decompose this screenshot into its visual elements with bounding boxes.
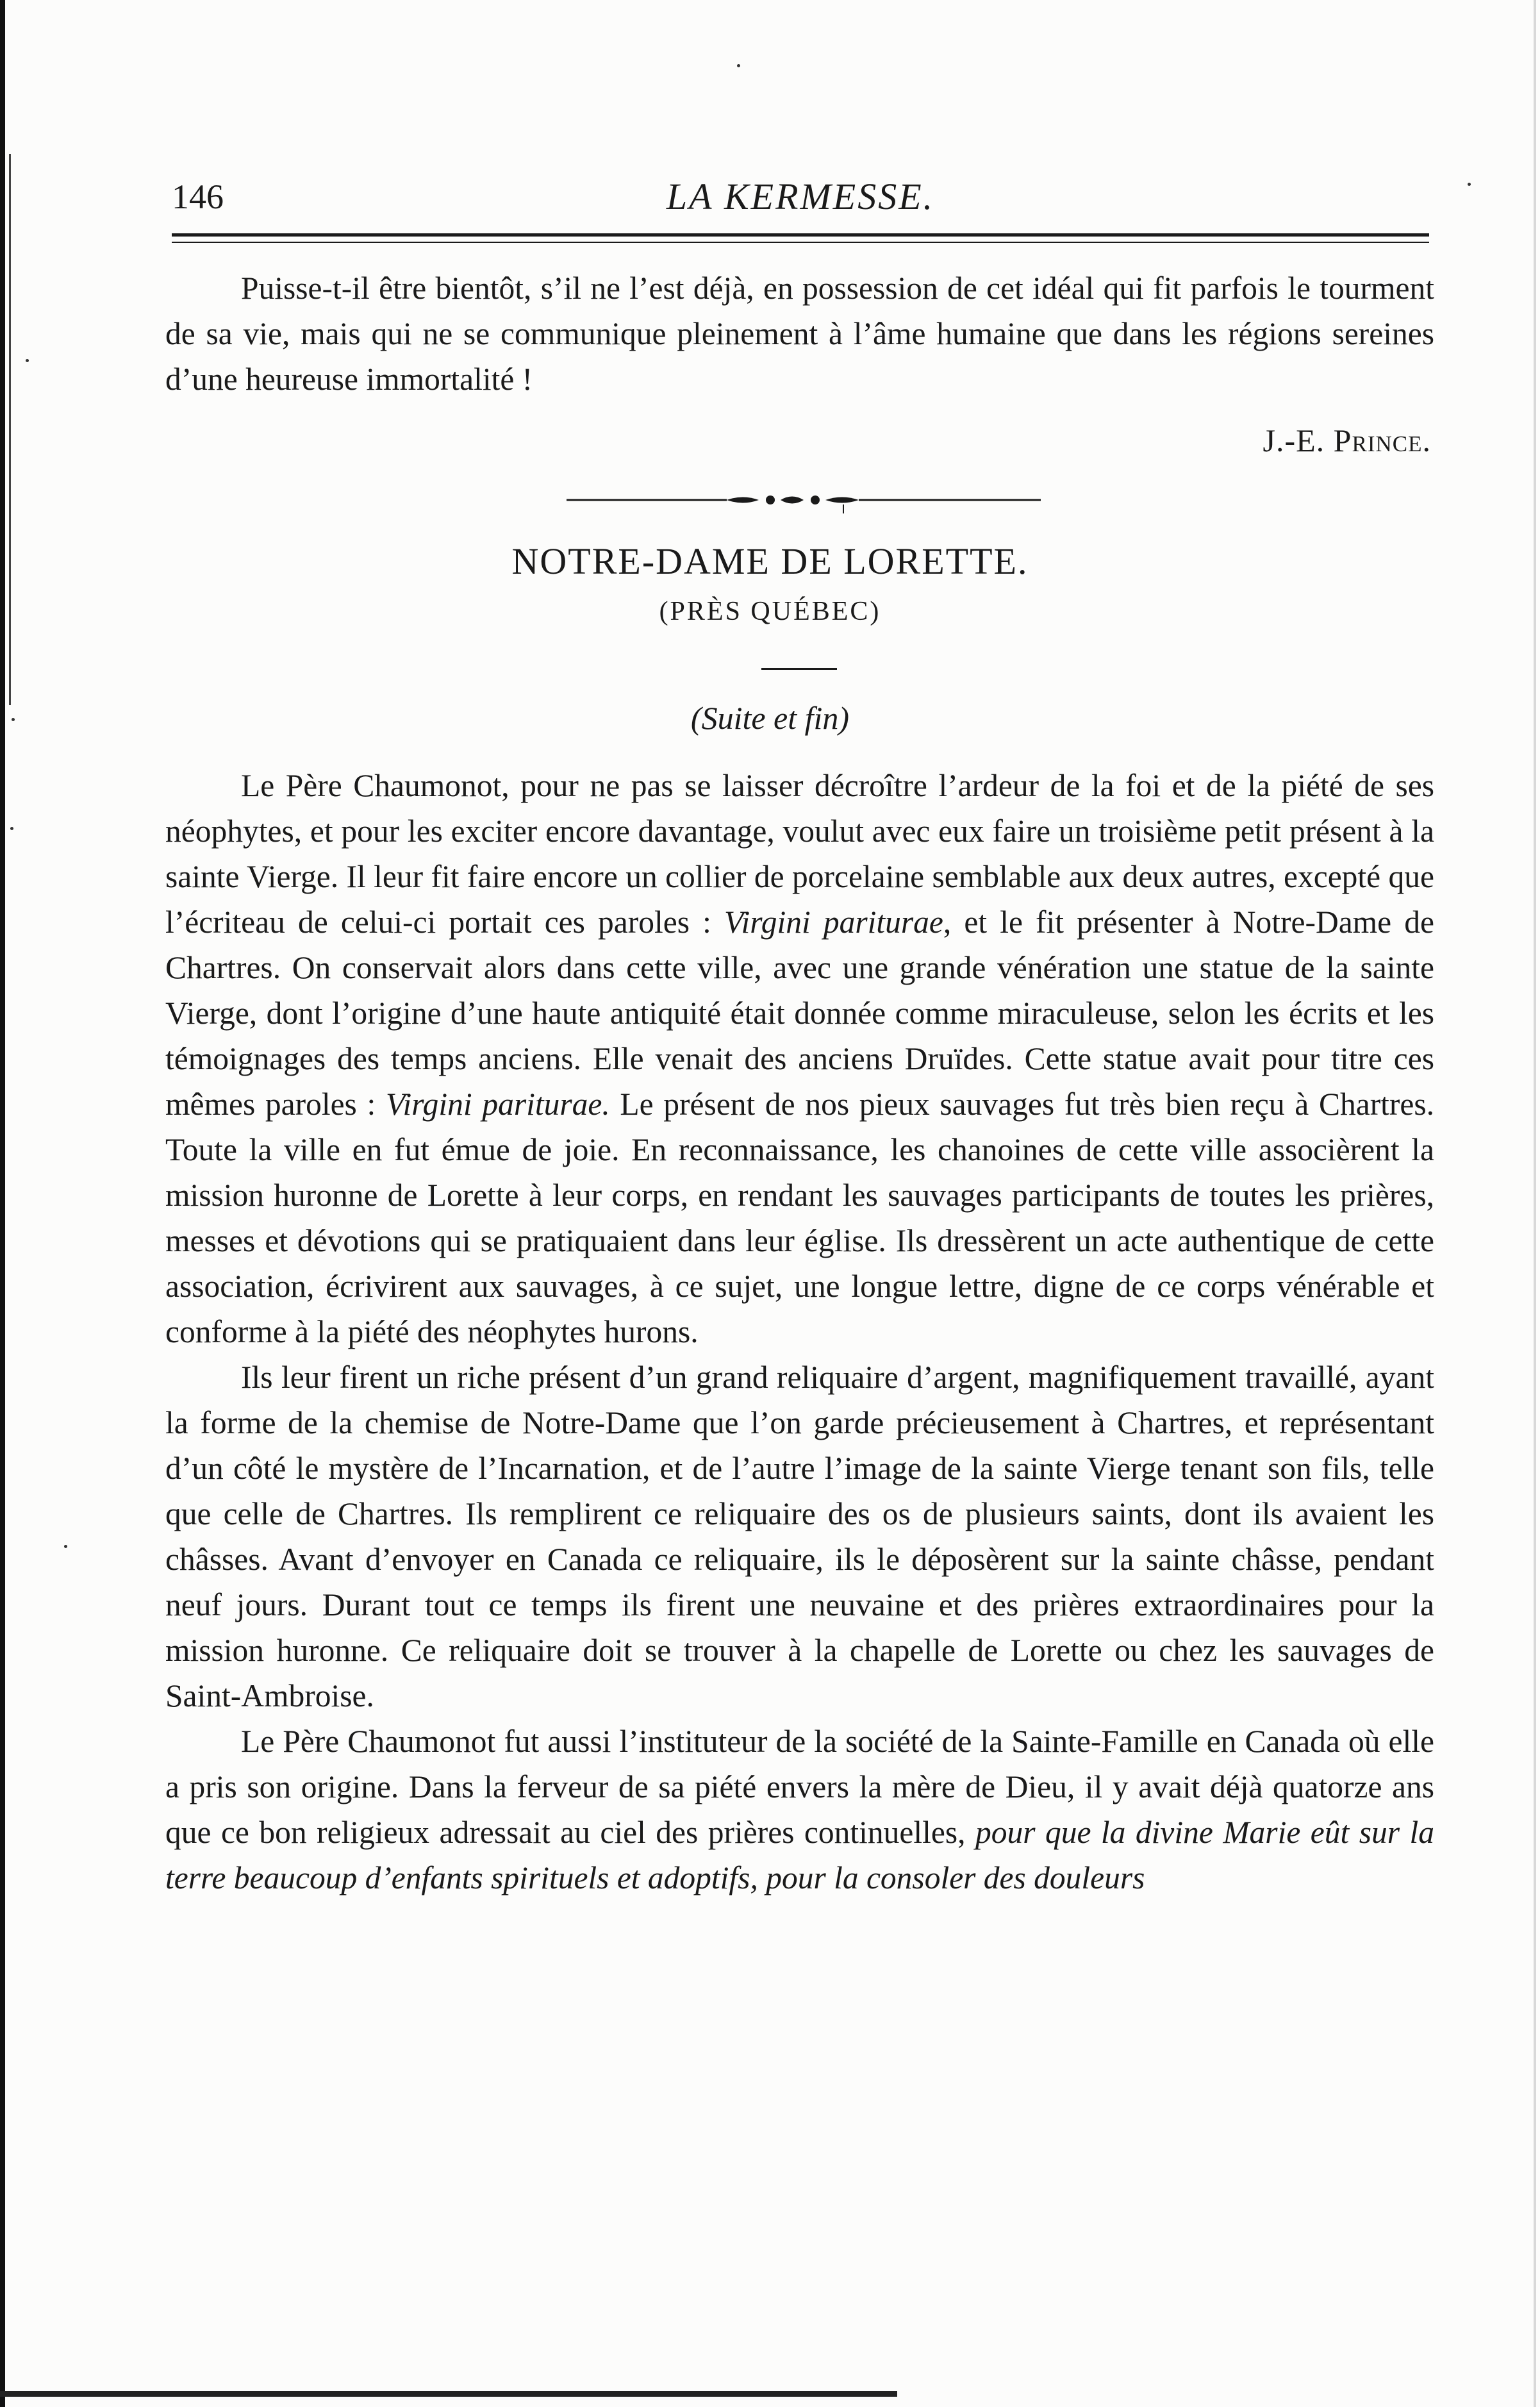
article-subtitle: (PRÈS QUÉBEC) [659, 597, 881, 626]
text-run: Le présent de nos pieux sauvages fut très bien reçu à Chartres. Toute la ville en fut émue de joie. En reconnaissance, les chanoines de cette ville associèrent la mission huronne de Lorette à leur corps, en rendant les sauvages participants de toutes les prières, messes et dévotions qui se pratiquaient dans leur église. Ils dressèrent un acte authentique de cette association, écrivirent aux sauvages, à ce sujet, une longue lettre, digne de ce corps vénérable et conforme à la piété des néophytes hurons. [165, 1087, 1435, 1349]
italic-quote: pour que la divine Marie eût sur la terre beaucoup d’enfants spirituels et adoptifs, pour la consoler des douleurs [165, 1815, 1434, 1895]
previous-article-closing [165, 265, 1434, 402]
running-header [172, 174, 1429, 226]
scan-speck [737, 64, 740, 67]
title-short-rule [761, 668, 837, 670]
header-rule-thick [172, 233, 1429, 237]
scan-speck [10, 827, 13, 830]
text-run: , et le fit présenter à Notre-Dame de Chartres. On conservait alors dans cette ville, avec une grande vénération une statue de la sainte Vierge, dont l’origine d’une haute antiquité était donnée comme miraculeuse, selon les écrits et les témoignages des temps anciens. Elle venait des anciens Druïdes. Cette statue avait pour titre ces mêmes paroles : [165, 904, 1434, 1122]
continuation-note: (Suite et fin) [690, 700, 850, 736]
latin-phrase: Virgini pariturae [724, 904, 943, 940]
page-number: 146 [172, 178, 224, 216]
closing-paragraph: Puisse-t-il être bientôt, s’il ne l’est déjà, en possession de cet idéal qui fit parfois le tourment de sa vie, mais qui ne se communique pleinement à l’âme humaine que dans les régions sereines d’une heureuse immortalité ! [165, 271, 1434, 397]
header-rule-thin [172, 242, 1429, 243]
body-paragraph [165, 1719, 1434, 1901]
body-paragraph [165, 763, 1434, 1354]
section-divider-ornament [567, 484, 1041, 516]
text-run: Ils leur firent un riche présent d’un grand reliquaire d’argent, magnifiquement travaillé, ayant la forme de la chemise de Notre-Dame que l’on garde précieusement à Chartres, et représentant d’un côté le mystère de l’Incarnation, et de l’autre l’image de la sainte Vierge tenant son fils, telle que celle de Chartres. Ils remplirent ce reliquaire des os de plusieurs saints, dont ils avaient les châsses. Avant d’envoyer en Canada ce reliquaire, ils le déposèrent sur la sainte châsse, pendant neuf jours. Durant tout ce temps ils firent une neuvaine et des prières extraordinaires pour la mission huronne. Ce reliquaire doit se trouver à la chapelle de Lorette ou chez les sauvages de Saint-Ambroise. [165, 1360, 1434, 1713]
text-run: Le Père Chaumonot, pour ne pas se laisser décroître l’ardeur de la foi et de la piété de ses néophytes, et pour les exciter encore davantage, voulut avec eux faire un troisième petit présent à la sainte Vierge. Il leur fit faire encore un collier de porcelaine semblable aux deux autres, excepté que l’écriteau de celui-ci portait ces paroles : [165, 768, 1434, 940]
article-title: NOTRE-DAME DE LORETTE. [511, 540, 1029, 582]
scan-speck [64, 1545, 67, 1548]
article-body [165, 763, 1434, 1901]
scan-edge-right [1534, 0, 1536, 2407]
running-title: LA KERMESSE. [666, 176, 935, 217]
scan-edge-bottom [0, 2391, 897, 2397]
scan-speck [26, 359, 29, 362]
latin-phrase: Virgini pariturae. [385, 1087, 610, 1122]
author-signature: J.-E. Prince. [1263, 422, 1431, 458]
scan-edge-left [0, 0, 5, 2407]
body-paragraph [165, 1354, 1434, 1719]
scan-speck [1468, 183, 1471, 186]
text-run: Le Père Chaumonot fut aussi l’instituteur de la société de la Sainte-Famille en Canada où elle a pris son origine. Dans la ferveur de sa piété envers la mère de Dieu, il y avait déjà quatorze ans que ce bon religieux adressait au ciel des prières continuelles, [165, 1724, 1434, 1850]
